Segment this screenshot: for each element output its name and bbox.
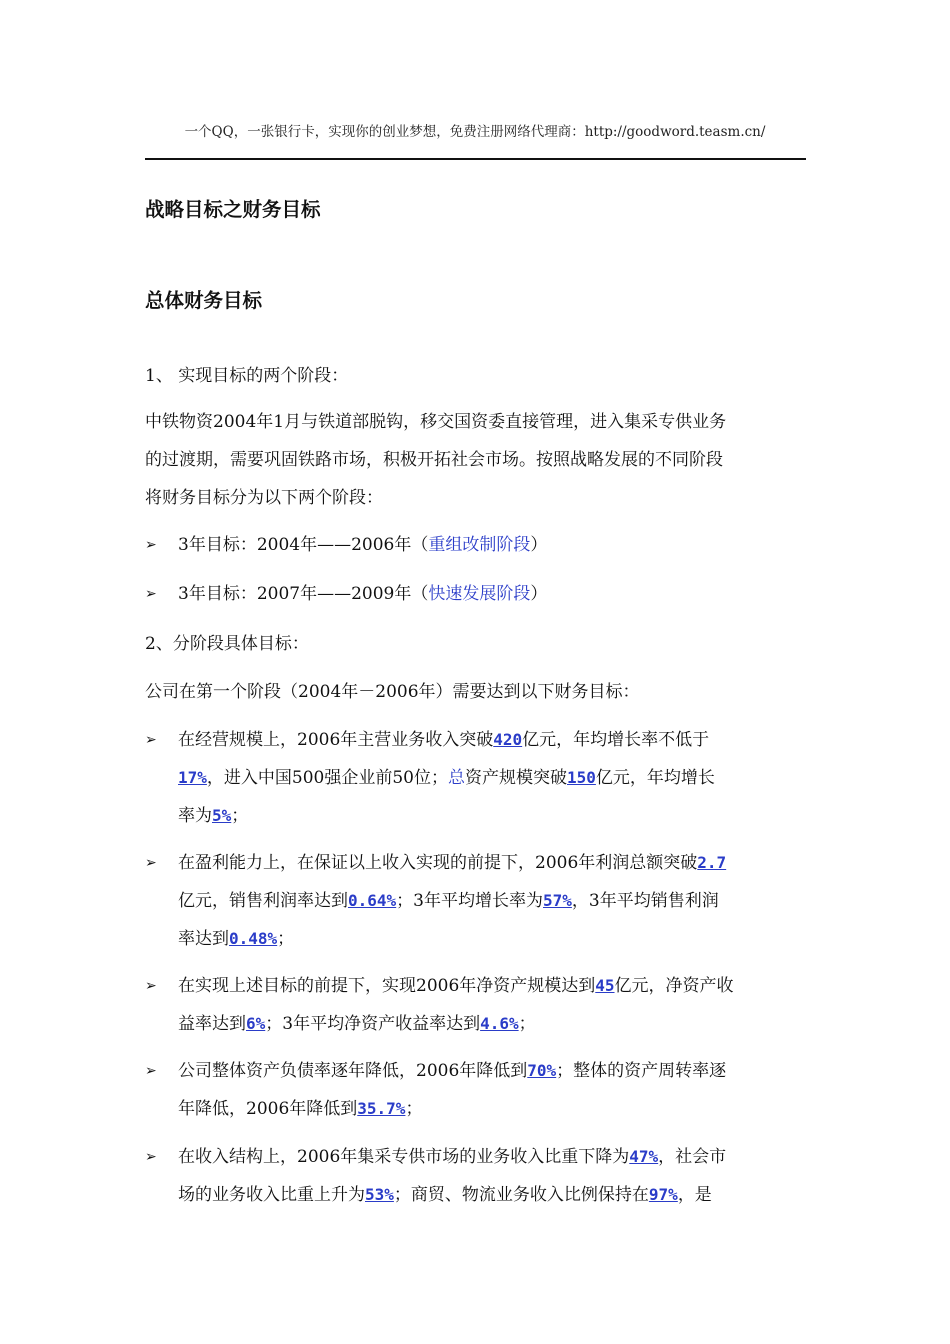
target-value: 53% (365, 1185, 394, 1204)
target-value: 5% (212, 806, 232, 825)
target-value: 6% (246, 1014, 266, 1033)
target-value: 47% (629, 1147, 659, 1166)
item-1-label: 1、 实现目标的两个阶段： (145, 366, 349, 386)
target-scale-item: ➢ 在经营规模上，2006年主营业务收入突破420亿元，年均增长率不低于 17%，进入中国500强企业前50位；总资产规模突破150亿元，年均增长 率为5%； (145, 721, 806, 835)
stage-1-phase: 重组改制阶段 (428, 535, 531, 555)
target-profit-item: ➢ 在盈利能力上，在保证以上收入实现的前提下，2006年利润总额突破2.7 亿元，销售利润率达到0.64%；3年平均增长率为57%，3年平均销售利润 率达到0.48%； (145, 844, 806, 958)
target-value: 17% (178, 768, 207, 787)
target-value: 57% (543, 891, 572, 910)
arrow-bullet-icon: ➢ (145, 1149, 157, 1165)
target-value: 70% (527, 1061, 557, 1080)
section-title: 总体财务目标 (145, 289, 263, 312)
page-header-text: 一个QQ，一张银行卡，实现你的创业梦想，免费注册网络代理商：http://goodword.teasm.cn/ (184, 124, 766, 140)
arrow-bullet-icon: ➢ (145, 1063, 157, 1079)
target-value: 420 (493, 730, 523, 749)
target-value: 97% (648, 1185, 678, 1204)
arrow-bullet-icon: ➢ (145, 978, 157, 994)
target-value: 4.6% (480, 1014, 519, 1033)
stage-2-item: ➢ 3年目标：2007年——2009年（快速发展阶段） (145, 575, 806, 613)
arrow-bullet-icon: ➢ (145, 855, 157, 871)
header-divider (145, 158, 806, 160)
target-value: 2.7 (697, 853, 727, 872)
target-value: 0.64% (348, 891, 397, 910)
target-revenue-structure-item: ➢ 在收入结构上，2006年集采专供市场的业务收入比重下降为47%，社会市 场的业务收入比重上升为53%；商贸、物流业务收入比例保持在97%，是 (145, 1138, 806, 1214)
target-equity-item: ➢ 在实现上述目标的前提下，实现2006年净资产规模达到45亿元，净资产收 益率达到6%；3年平均净资产收益率达到4.6%； (145, 967, 806, 1043)
intro-paragraph: 中铁物资2004年1月与铁道部脱钩，移交国资委直接管理，进入集采专供业务 的过渡期，需要巩固铁路市场，积极开拓社会市场。按照战略发展的不同阶段 将财务目标分为以下两个阶段： (145, 412, 727, 508)
target-value: 150 (567, 768, 596, 787)
phase-1-intro: 公司在第一个阶段（2004年－2006年）需要达到以下财务目标： (145, 682, 640, 702)
arrow-bullet-icon: ➢ (145, 537, 157, 553)
arrow-bullet-icon: ➢ (145, 732, 157, 748)
target-value: 0.48% (229, 929, 278, 948)
stage-1-item: ➢ 3年目标：2004年——2006年（重组改制阶段） (145, 526, 806, 564)
document-title: 战略目标之财务目标 (145, 198, 321, 221)
target-debt-item: ➢ 公司整体资产负债率逐年降低，2006年降低到70%；整体的资产周转率逐 年降低，2006年降低到35.7%； (145, 1052, 806, 1128)
target-value: 35.7% (357, 1099, 406, 1118)
arrow-bullet-icon: ➢ (145, 586, 157, 602)
stage-2-phase: 快速发展阶段 (428, 584, 531, 604)
target-value: 45 (595, 976, 615, 995)
item-2-label: 2、分阶段具体目标： (145, 634, 309, 654)
